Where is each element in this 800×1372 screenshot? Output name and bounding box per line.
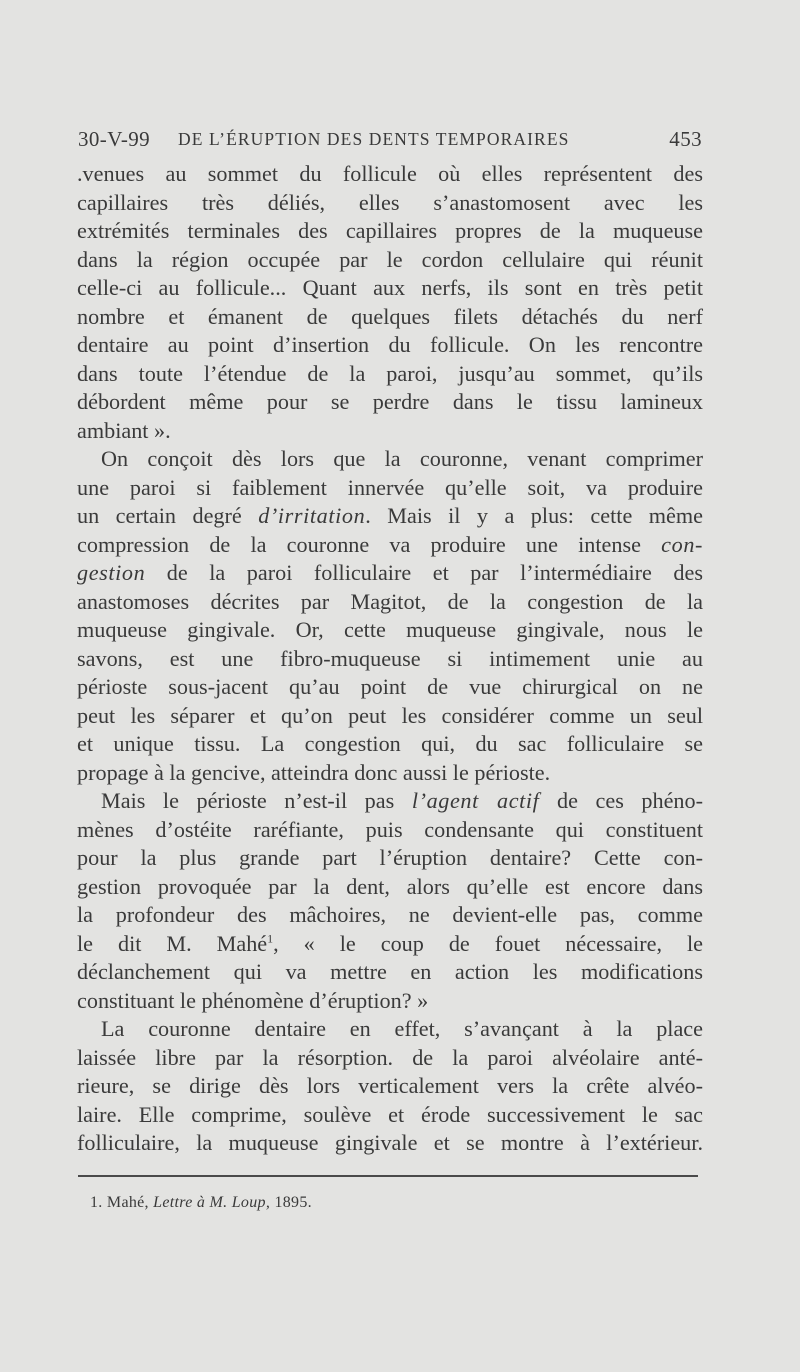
text-line xyxy=(77,331,703,360)
footnote-rule xyxy=(78,1175,698,1177)
text-span: de ces phéno- xyxy=(539,788,703,813)
text-span: et unique tissu. La congestion qui, du sac folliculaire se xyxy=(77,731,703,756)
text-span: déclanchement qui va mettre en action les modifications xyxy=(77,959,703,984)
footnote-ref: 1 xyxy=(267,931,274,946)
text-line xyxy=(77,873,703,902)
text-span: peut les séparer et qu’on peut les considérer comme un seul xyxy=(77,702,703,728)
text-span: Mais le périoste n’est-il pas xyxy=(101,788,412,813)
text-line xyxy=(77,673,703,702)
text-span: constituant le phénomène d’éruption? » xyxy=(77,987,429,1013)
text-span: muqueuse gingivale. Or, cette muqueuse gingivale, nous le xyxy=(77,617,703,642)
text-line xyxy=(77,1015,703,1044)
text-line xyxy=(77,445,703,474)
italic-text: gestion xyxy=(77,560,146,585)
text-span: dans toute l’étendue de la paroi, jusqu’au sommet, qu’ils xyxy=(77,360,703,386)
text-line xyxy=(77,987,703,1016)
text-span: rieure, se dirige dès lors verticalement vers la crête alvéo- xyxy=(77,1073,703,1098)
text-line xyxy=(77,246,703,275)
text-span: la profondeur des mâchoires, ne devient-elle pas, comme xyxy=(77,902,703,927)
italic-text: d’irritation xyxy=(258,503,366,528)
text-line xyxy=(77,901,703,930)
text-line xyxy=(77,474,703,503)
text-line xyxy=(77,502,703,531)
text-span: nombre et émanent de quelques filets détachés du nerf xyxy=(77,303,703,329)
text-span: .venues au sommet du follicule où elles représentent des xyxy=(77,161,703,186)
text-span: extrémités terminales des capillaires propres de la muqueuse xyxy=(77,218,703,243)
running-head xyxy=(78,124,702,154)
text-line xyxy=(77,559,703,588)
text-span: folliculaire, la muqueuse gingivale et se montre à l’extérieur. xyxy=(77,1130,703,1155)
text-span: gestion provoquée par la dent, alors qu’elle est encore dans xyxy=(77,873,703,899)
text-line xyxy=(77,930,703,959)
text-line xyxy=(77,759,703,788)
text-span: dentaire au point d’insertion du follicule. On les rencontre xyxy=(77,332,703,357)
text-line xyxy=(77,417,703,446)
text-span: laissée libre par la résorption. de la paroi alvéolaire anté- xyxy=(77,1044,703,1070)
text-line xyxy=(77,730,703,759)
text-line xyxy=(77,702,703,731)
footnote xyxy=(90,1192,312,1214)
text-line xyxy=(77,531,703,560)
text-line xyxy=(77,787,703,816)
text-span: pour la plus grande part l’éruption dentaire? Cette con- xyxy=(77,845,703,870)
text-span: le dit M. Mahé xyxy=(77,930,268,956)
text-span: . Mais il y a plus: cette même xyxy=(365,503,703,528)
text-span: débordent même pour se perdre dans le tissu lamineux xyxy=(77,389,703,414)
body-text xyxy=(77,160,703,1158)
text-line xyxy=(77,217,703,246)
text-line xyxy=(77,616,703,645)
text-line xyxy=(77,1101,703,1130)
text-line xyxy=(77,160,703,189)
text-line xyxy=(77,360,703,389)
text-span: de la paroi folliculaire et par l’intermédiaire des xyxy=(145,560,703,585)
text-line xyxy=(77,816,703,845)
text-span: propage à la gencive, atteindra donc aussi le périoste. xyxy=(77,759,551,785)
text-span: savons, est une fibro-muqueuse si intimement unie au xyxy=(77,645,703,671)
text-span: anastomoses décrites par Magitot, de la congestion de la xyxy=(77,588,703,614)
text-line xyxy=(77,303,703,332)
text-span: ambiant ». xyxy=(77,417,171,443)
text-span: laire. Elle comprime, soulève et érode successivement le sac xyxy=(77,1101,703,1127)
text-span: une paroi si faiblement innervée qu’elle soit, va produire xyxy=(77,474,703,500)
text-line xyxy=(77,645,703,674)
italic-text: l’agent actif xyxy=(411,788,540,813)
header-date: 30-V-99 xyxy=(78,127,151,151)
text-line xyxy=(77,1044,703,1073)
footnote-work: Lettre à M. Loup, xyxy=(153,1194,271,1211)
text-span: périoste sous-jacent qu’au point de vue chirurgical on ne xyxy=(77,674,703,699)
text-line xyxy=(77,274,703,303)
text-span: On conçoit dès lors que la couronne, venant comprimer xyxy=(101,446,703,471)
text-line xyxy=(77,958,703,987)
text-span: un certain degré xyxy=(77,503,259,528)
text-span: dans la région occupée par le cordon cellulaire qui réunit xyxy=(77,246,703,272)
footnote-author: Mahé, xyxy=(106,1194,149,1211)
header-title: DE L’ÉRUPTION DES DENTS TEMPORAIRES xyxy=(178,129,570,149)
text-line xyxy=(77,388,703,417)
text-span: mènes d’ostéite raréfiante, puis condensante qui constituent xyxy=(77,816,703,842)
text-line xyxy=(77,1129,703,1158)
text-span: compression de la couronne va produire une intense xyxy=(77,531,662,557)
text-span: capillaires très déliés, elles s’anastomosent avec les xyxy=(77,189,703,215)
text-line xyxy=(77,588,703,617)
footnote-number: 1. xyxy=(90,1194,103,1211)
text-line xyxy=(77,844,703,873)
text-span: celle-ci au follicule... Quant aux nerfs, ils sont en très petit xyxy=(77,275,703,300)
text-span: La couronne dentaire en effet, s’avançant à la place xyxy=(101,1016,703,1041)
page-number: 453 xyxy=(669,127,702,151)
text-span: , « le coup de fouet nécessaire, le xyxy=(273,930,703,956)
footnote-year: 1895. xyxy=(274,1194,312,1211)
text-line xyxy=(77,1072,703,1101)
italic-text: con- xyxy=(661,531,703,557)
text-line xyxy=(77,189,703,218)
